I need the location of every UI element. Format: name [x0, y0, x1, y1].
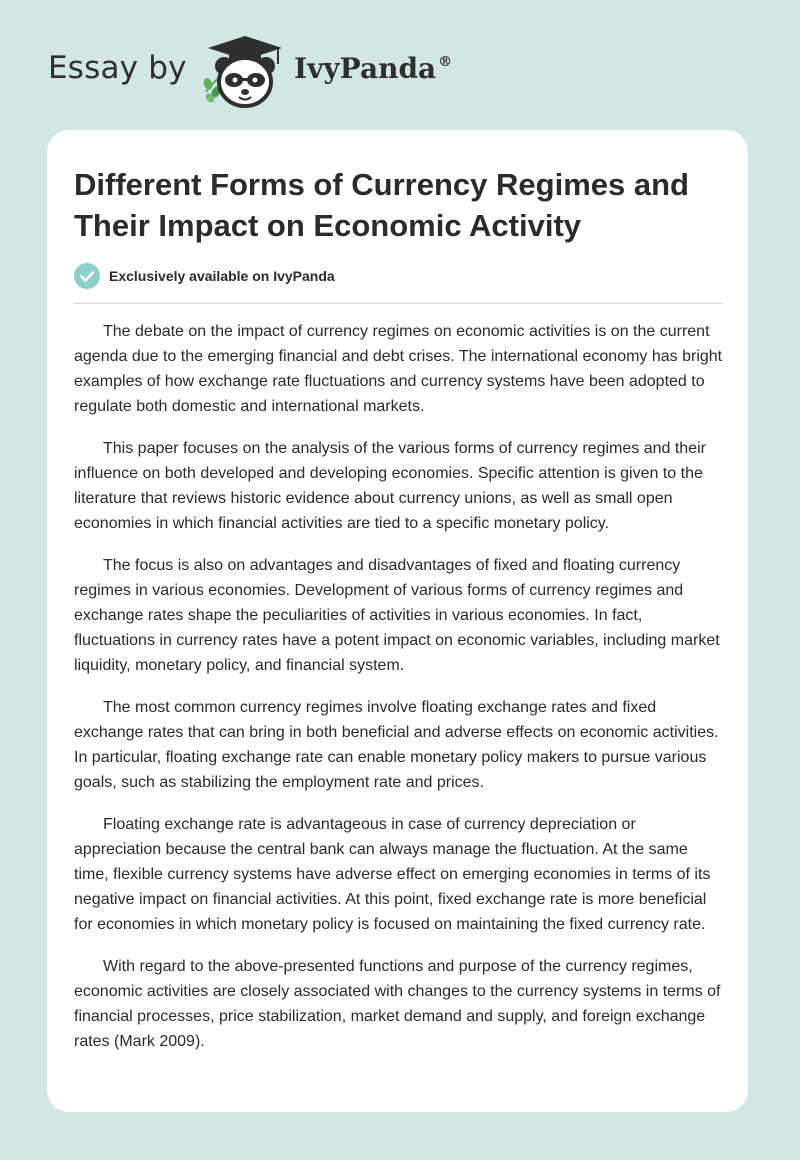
paragraph: With regard to the above-presented functions and purpose of the currency regimes, economic activities are closely associated with changes to the currency systems in terms of financial processes, price stabilization, market demand and supply, and foreign exchange rates (Mark 2009).: [74, 958, 721, 1050]
paragraph: The focus is also on advantages and disadvantages of fixed and floating currency regimes in various economies. Development of various forms of currency regimes and exchange rates shape the peculiarities of activities in various economies. In fact, fluctuations in currency rates have a potent impact on economic variables, including market liquidity, monetary policy, and financial system.: [74, 557, 720, 674]
registered-mark: ®: [438, 54, 453, 70]
exclusive-badge-label: Exclusively available on IvyPanda: [109, 268, 335, 284]
paragraph: Floating exchange rate is advantageous in case of currency depreciation or appreciation because the central bank can always manage the fluctuation. At the same time, flexible currency systems have adverse effect on emerging economies in terms of its negative impact on financial activities. At this point, fixed exchange rate is more beneficial for economies in which monetary policy is focused on maintaining the fixed currency rate.: [74, 816, 711, 933]
paragraph: The most common currency regimes involve floating exchange rates and fixed exchange rates that can bring in both beneficial and adverse effects on economic activities. In particular, floating exchange rate can enable monetary policy makers to pursue various goals, such as stabilizing the employment rate and prices.: [74, 699, 719, 791]
essay-card: [47, 130, 748, 1112]
site-brand[interactable]: [48, 32, 548, 112]
panda-logo-icon: [202, 34, 288, 110]
brand-prefix: Essay by: [48, 50, 187, 86]
essay-title: Different Forms of Currency Regimes and Their Impact on Economic Activity: [74, 167, 689, 243]
checkmark-icon: [74, 263, 100, 289]
paragraph: The debate on the impact of currency regimes on economic activities is on the current agenda due to the emerging financial and debt crises. The international economy has bright examples of how exchange rate fluctuations and currency systems have been adopted to regulate both domestic and international markets.: [74, 323, 723, 415]
divider: [74, 303, 722, 304]
paragraph: This paper focuses on the analysis of the various forms of currency regimes and their influence on both developed and developing economies. Specific attention is given to the literature that reviews historic evidence about currency unions, as well as small open economies in which financial activities are tied to a specific monetary policy.: [74, 440, 706, 532]
essay-body: [74, 319, 724, 1071]
brand-name: IvyPanda ®: [294, 52, 453, 85]
